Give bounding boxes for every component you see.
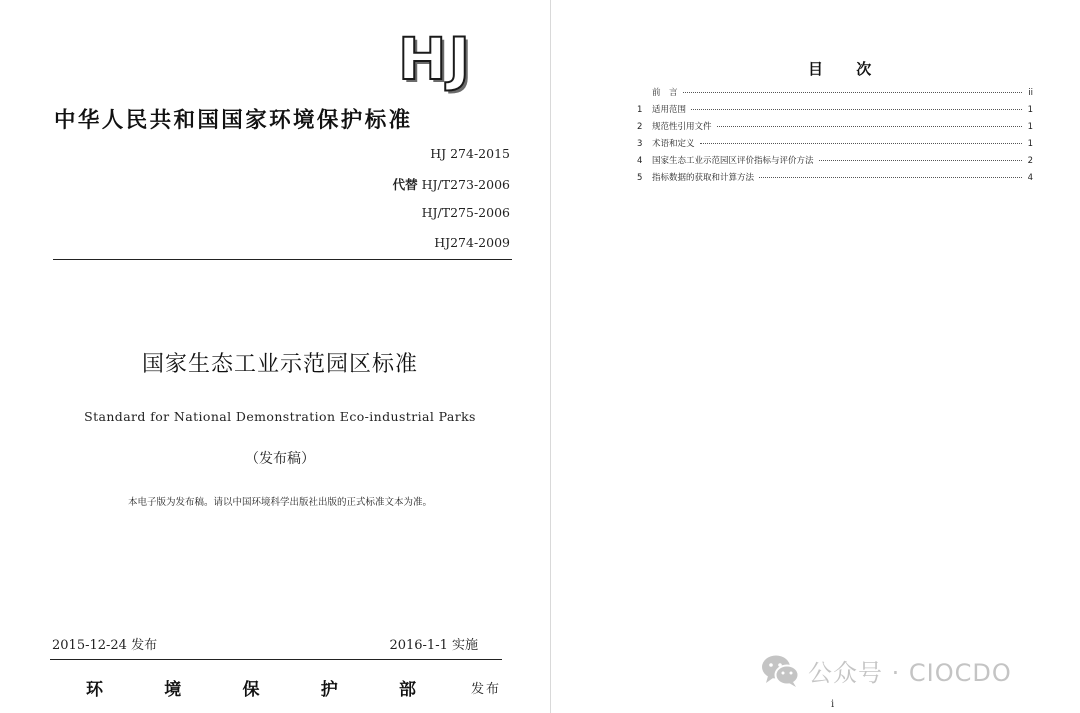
toc-list [637,86,1033,188]
publisher-suffix: 发布 [471,682,502,697]
toc-page-number: 4 [1027,173,1033,183]
toc-number: 1 [637,105,643,115]
title-en: Standard for National Demonstration Eco-industrial Parks [84,409,476,424]
publisher-char: 护 [320,680,338,700]
toc-number: 2 [637,122,643,132]
toc-entry[interactable] [637,103,1033,120]
hj-logo: HJ [398,25,473,93]
replaces-line [393,175,510,193]
toc-label: 适用范围 [652,105,687,115]
issue-date: 2015-12-24 发布 [52,638,158,653]
publisher-name [86,675,416,700]
toc-page-number: ii [1028,88,1033,98]
replaced-code: HJ/T275-2006 [421,205,510,220]
watermark [760,652,1012,688]
toc-label: 规范性引用文件 [652,122,712,132]
edition-note: 本电子版为发布稿。请以中国环境科学出版社出版的正式标准文本为准。 [127,497,432,508]
toc-number: 5 [637,173,643,183]
draft-label: （发布稿） [245,451,315,467]
toc-page-number: 1 [1027,122,1033,132]
implement-date: 2016-1-1 实施 [389,638,478,653]
toc-page [551,0,1080,713]
toc-page-number: 1 [1027,105,1033,115]
header-rule [53,259,512,260]
toc-number: 3 [637,139,643,149]
page-number: i [831,699,835,710]
toc-label: 国家生态工业示范园区评价指标与评价方法 [652,156,814,166]
toc-leader [819,160,1022,161]
watermark-text: 公众号 · CIOCDO [808,658,1012,687]
toc-page-number: 2 [1027,156,1033,166]
toc-label: 术语和定义 [652,139,695,149]
toc-page-number: 1 [1027,139,1033,149]
toc-title: 目 次 [808,60,886,78]
toc-leader [759,177,1022,178]
publisher-char: 保 [242,680,260,700]
toc-entry[interactable] [637,171,1033,188]
title-cn: 国家生态工业示范园区标准 [141,352,418,377]
replaced-code: HJ274-2009 [434,235,510,250]
toc-leader [700,143,1022,144]
toc-entry[interactable] [637,86,1033,103]
toc-label: 指标数据的获取和计算方法 [652,173,755,183]
toc-label: 前 言 [652,88,678,98]
publisher-char: 境 [164,680,182,700]
toc-entry[interactable] [637,137,1033,154]
replaced-code: HJ/T273-2006 [421,177,510,192]
replaces-label: 代替 [392,177,418,192]
toc-entry[interactable] [637,120,1033,137]
toc-entry[interactable] [637,154,1033,171]
standard-code: HJ 274-2015 [430,146,510,161]
org-title: 中华人民共和国国家环境保护标准 [54,108,413,133]
footer-rule [50,659,502,660]
publisher-char: 环 [86,680,103,700]
toc-leader [691,109,1022,110]
toc-leader [717,126,1022,127]
toc-leader [683,92,1022,93]
wechat-icon [760,652,800,688]
publisher-char: 部 [399,680,416,700]
toc-number: 4 [637,156,643,166]
